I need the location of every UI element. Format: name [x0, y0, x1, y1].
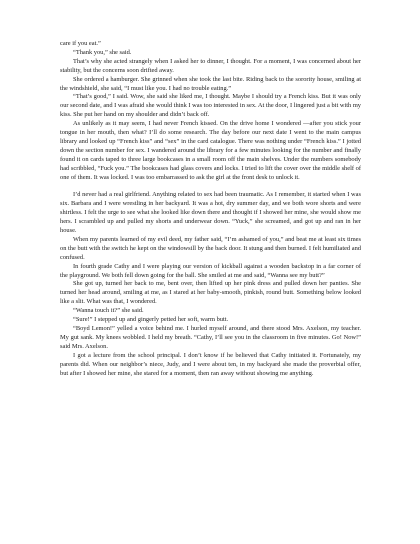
paragraph: That’s why she acted strangely when I asked her to dinner, I thought. For a moment, I was concerned about her stability, but the concerns soon drifted away. [60, 57, 361, 74]
paragraph: I’d never had a real girlfriend. Anything related to sex had been traumatic. As I remember, it started when I was six. Barbara and I were wrestling in her backyard. It was a hot, dry summer day, and we both wore shorts and were shirtless. I felt the urge to see what she looked like down there and thought if I showed her mine, she would show me hers. I scrambled up and pulled my shorts and underwear down. “Yuck,” she screamed, and got up and ran in her house. [60, 191, 361, 235]
paragraph: I got a lecture from the school principal. I don’t know if he believed that Cathy initiated it. Fortunately, my parents did. When our neighbor’s niece, Judy, and I were about ten, in my backyard she made the proverbial offer, but after I showed her mine, she stared for a moment, then ran away without showing me anything. [60, 351, 361, 377]
paragraph: “Sure!” I stepped up and gingerly petted her soft, warm butt. [73, 316, 229, 324]
paragraph: “Wanna touch it?” she said. [73, 307, 144, 315]
paragraph: She ordered a hamburger. She grinned when she took the last bite. Riding back to the sorority house, smiling at the windshield, she said, “I must like you. I had no trouble eating.” [60, 75, 361, 92]
paragraph: “That’s good,” I said. Wow, she said she liked me, I thought. Maybe I should try a French kiss. But it was only our second date, and I was afraid she would think I was too interested in sex. At the door, I lingered just a bit with my kiss. She put her hand on my shoulder and didn’t back off. [60, 93, 361, 119]
paragraph: She got up, turned her back to me, bent over, then lifted up her pink dress and pulled down her panties. She turned her head around, smiling at me, as I stared at her baby-smooth, pinkish, round butt. Something below looked like a slit. What was that, I wondered. [60, 280, 361, 306]
paragraph: When my parents learned of my evil deed, my father said, “I’m ashamed of you,” and beat me at least six times on the butt with the switch he kept on the windowsill by the back door. It stung and then burned. I felt humiliated and confused. [60, 235, 361, 261]
document-page [60, 40, 361, 378]
paragraph: In fourth grade Cathy and I were playing our version of kickball against a wooden backstop in a far corner of the playground. We both fell down going for the ball. She smiled at me and said, “Wanna see my butt?” [60, 262, 361, 279]
paragraph: As unlikely as it may seem, I had never French kissed. On the drive home I wondered —after you stick your tongue in her mouth, then what? I’ll do some research. The day before our next date I went to the main campus library and looked up “French kiss” and “sex” in the card catalogue. There was nothing under “French kiss.” I jotted down the section number for sex. I wandered around the library for a few minutes looking for the number and finally found it on cards taped to three large bookcases in a small room off the main shelves. Under the numbers somebody had scribbled, “Fuck you.” The bookcases had glass covers and locks. I tried to lift the cover over the middle shelf of one of them. It was locked. I was too embarrassed to ask the girl at the front desk to unlock it. [60, 120, 361, 181]
paragraph: “Boyd Lemon!” yelled a voice behind me. I hurled myself around, and there stood Mrs. Axelson, my teacher. My gut sank. My knees wobbled. I held my breath. “Cathy, I’ll see you in the classroom in five minutes. Go! Now!” said Mrs. Axelson. [60, 324, 361, 350]
paragraph-continuation: care if you eat.” [60, 40, 101, 47]
paragraph: “Thank you,” she said. [73, 48, 132, 56]
